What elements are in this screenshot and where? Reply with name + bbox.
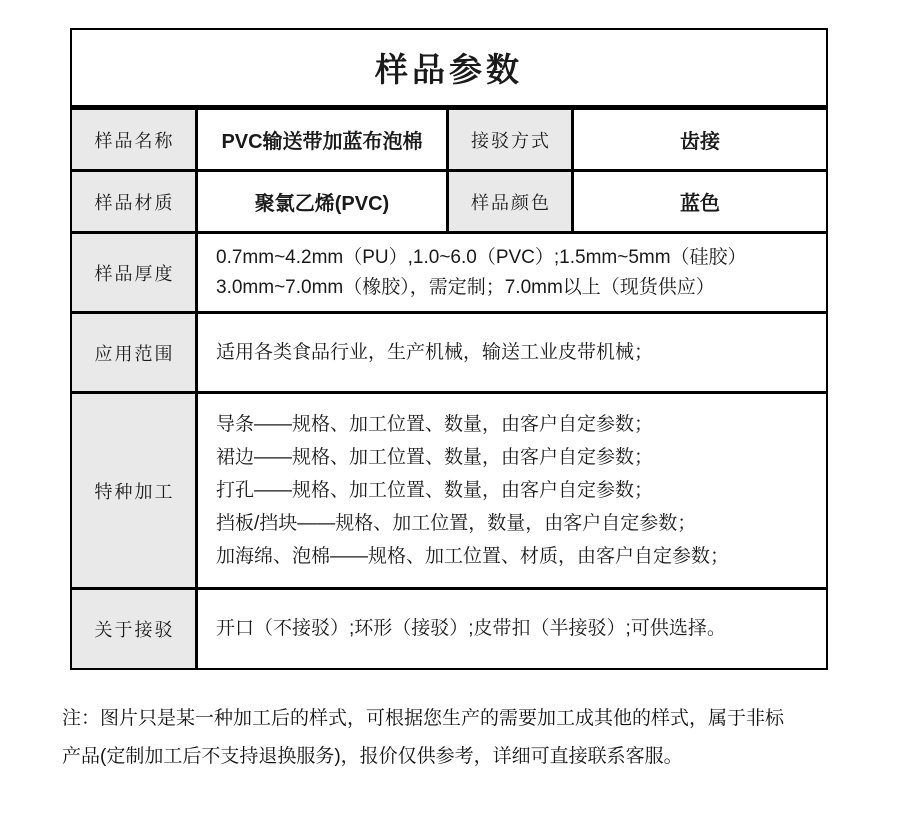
special-processing-line: 导条——规格、加工位置、数量，由客户自定参数； <box>216 414 654 435</box>
thickness-line: 0.7mm~4.2mm（PU）,1.0~6.0（PVC）;1.5mm~5mm（硅胶） <box>216 246 747 268</box>
table-row-special-processing <box>72 394 826 590</box>
footer-note-line: 注：图片只是某一种加工后的样式，可根据您生产的需要加工成其他的样式，属于非标 <box>62 708 785 729</box>
content-about-connection <box>195 590 826 668</box>
table-row-application <box>72 314 826 394</box>
table-row-about-connection <box>72 590 826 668</box>
value-connection-method: 齿接 <box>571 110 826 169</box>
footer-note-line: 产品(定制加工后不支持退换服务)，报价仅供参考，详细可直接联系客服。 <box>62 746 683 767</box>
label-sample-name: 样品名称 <box>72 110 195 169</box>
value-sample-name: PVC输送带加蓝布泡棉 <box>195 110 446 169</box>
label-application-range: 应用范围 <box>72 314 195 391</box>
thickness-line: 3.0mm~7.0mm（橡胶），需定制；7.0mm以上（现货供应） <box>216 276 715 298</box>
special-processing-line: 加海绵、泡棉——规格、加工位置、材质，由客户自定参数； <box>216 546 730 567</box>
value-sample-color: 蓝色 <box>571 172 826 231</box>
label-connection-method: 接驳方式 <box>446 110 571 169</box>
special-processing-line: 裙边——规格、加工位置、数量，由客户自定参数； <box>216 447 654 468</box>
about-connection-line: 开口（不接驳）;环形（接驳）;皮带扣（半接驳）;可供选择。 <box>216 618 726 639</box>
content-application-range <box>195 314 826 391</box>
footer-note <box>62 700 854 776</box>
content-special-processing <box>195 394 826 587</box>
label-sample-color: 样品颜色 <box>446 172 571 231</box>
label-special-processing: 特种加工 <box>72 394 195 587</box>
table-row-name-connection <box>72 110 826 172</box>
table-title: 样品参数 <box>72 30 826 110</box>
content-sample-thickness <box>195 234 826 311</box>
application-line: 适用各类食品行业，生产机械，输送工业皮带机械； <box>216 341 654 363</box>
special-processing-line: 打孔——规格、加工位置、数量，由客户自定参数； <box>216 480 654 501</box>
value-sample-material: 聚氯乙烯(PVC) <box>195 172 446 231</box>
spec-table <box>70 28 828 670</box>
label-sample-thickness: 样品厚度 <box>72 234 195 311</box>
label-about-connection: 关于接驳 <box>72 590 195 668</box>
table-row-material-color <box>72 172 826 234</box>
table-row-thickness <box>72 234 826 314</box>
special-processing-line: 挡板/挡块——规格、加工位置，数量，由客户自定参数； <box>216 513 697 534</box>
label-sample-material: 样品材质 <box>72 172 195 231</box>
